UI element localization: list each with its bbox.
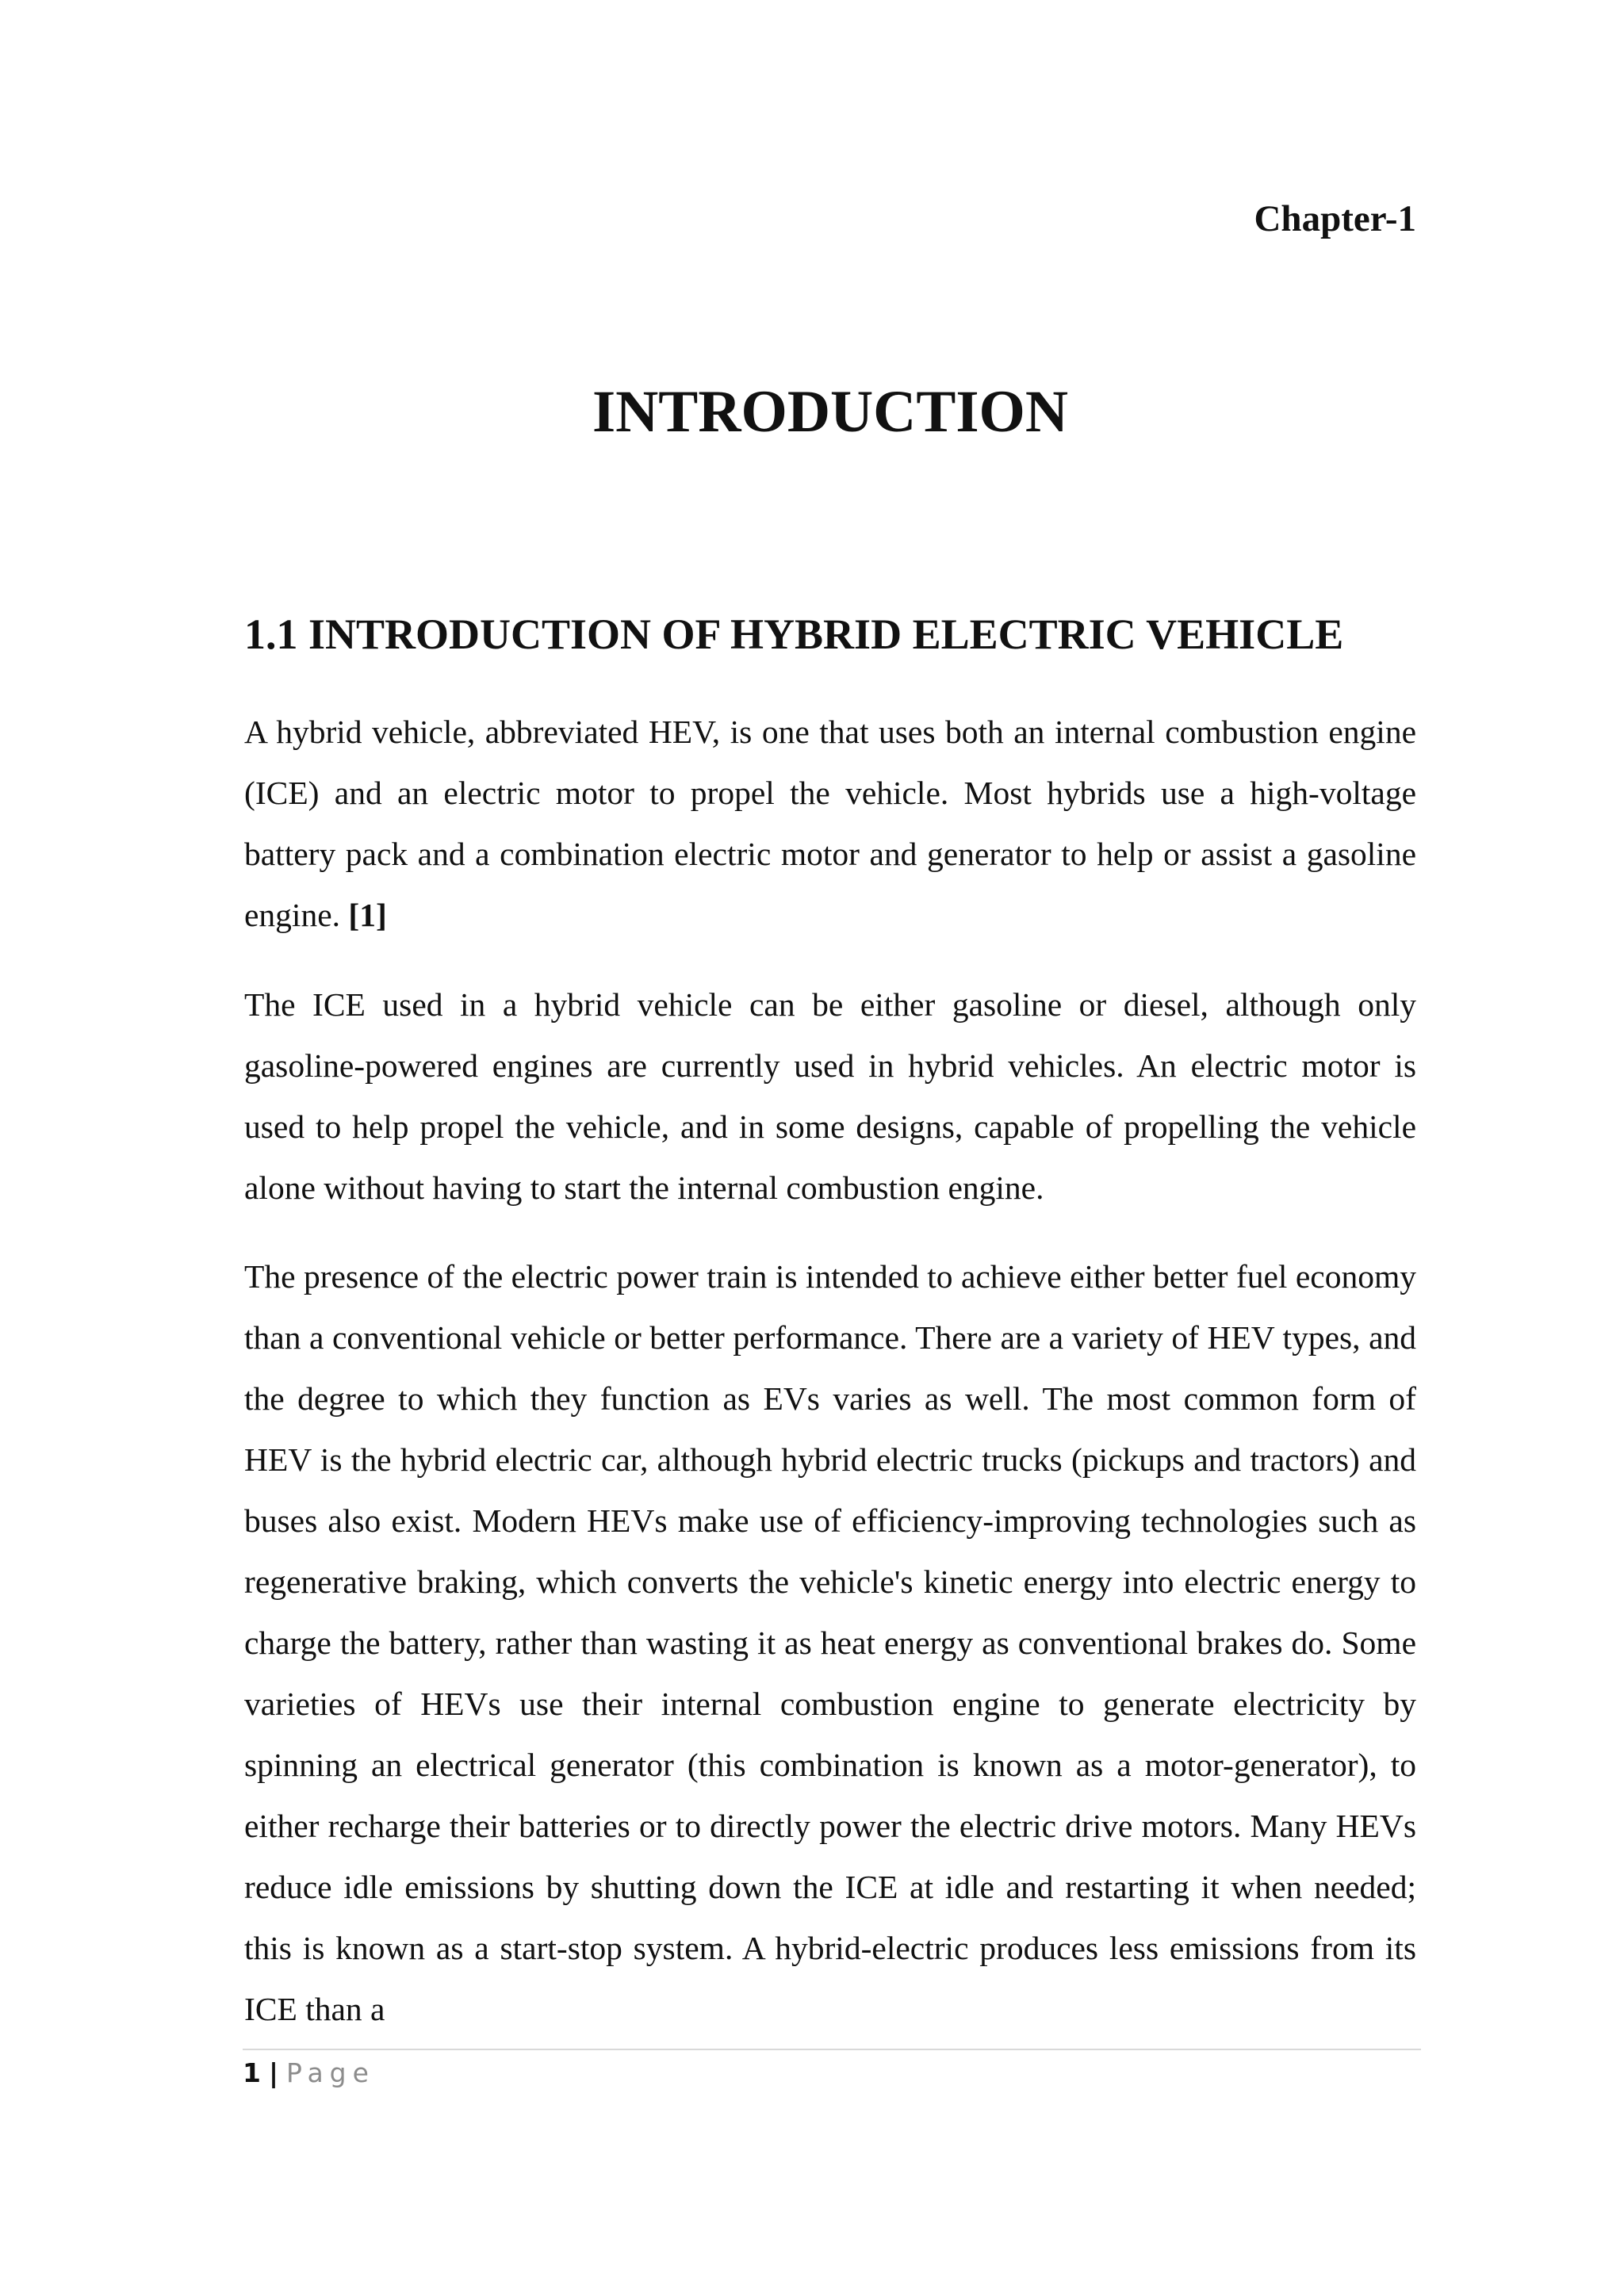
- page-title: INTRODUCTION: [592, 379, 1069, 445]
- paragraph-2: The ICE used in a hybrid vehicle can be either gasoline or diesel, although only gasoline-powered engines are currently used in hybrid vehicles. An electric motor is used to help propel the vehicle, and in some designs, capable of propelling the vehicle alone without having to start the internal combustion engine.: [244, 986, 1416, 1206]
- footer-divider: [243, 2049, 1421, 2050]
- paragraph-1: [244, 702, 1416, 946]
- chapter-label: Chapter-1: [1254, 198, 1416, 239]
- page-footer: [243, 2053, 375, 2093]
- page-number: 1: [243, 2057, 261, 2088]
- citation-reference: [1]: [348, 897, 387, 933]
- section-heading: 1.1 INTRODUCTION OF HYBRID ELECTRIC VEHICLE: [244, 610, 1344, 658]
- paragraph-1-text: A hybrid vehicle, abbreviated HEV, is one that uses both an internal combustion engine (ICE) and an electric motor to propel the vehicle. Most hybrids use a high-voltage battery pack and a combination electric motor and generator to help or assist a gasoline engine.: [244, 714, 1416, 933]
- paragraph-3: The presence of the electric power train is intended to achieve either better fuel economy than a conventional vehicle or better performance. There are a variety of HEV types, and the degree to which they function as EVs varies as well. The most common form of HEV is the hybrid electric car, although hybrid electric trucks (pickups and tractors) and buses also exist. Modern HEVs make use of efficiency-improving technologies such as regenerative braking, which converts the vehicle's kinetic energy into electric energy to charge the battery, rather than wasting it as heat energy as conventional brakes do. Some varieties of HEVs use their internal combustion engine to generate electricity by spinning an electrical generator (this combination is known as a motor-generator), to either recharge their batteries or to directly power the electric drive motors. Many HEVs reduce idle emissions by shutting down the ICE at idle and restarting it when needed; this is known as a start-stop system. A hybrid-electric produces less emissions from its ICE than a: [244, 1258, 1416, 2027]
- page-label: Page: [286, 2057, 375, 2088]
- page-separator: |: [268, 2057, 279, 2088]
